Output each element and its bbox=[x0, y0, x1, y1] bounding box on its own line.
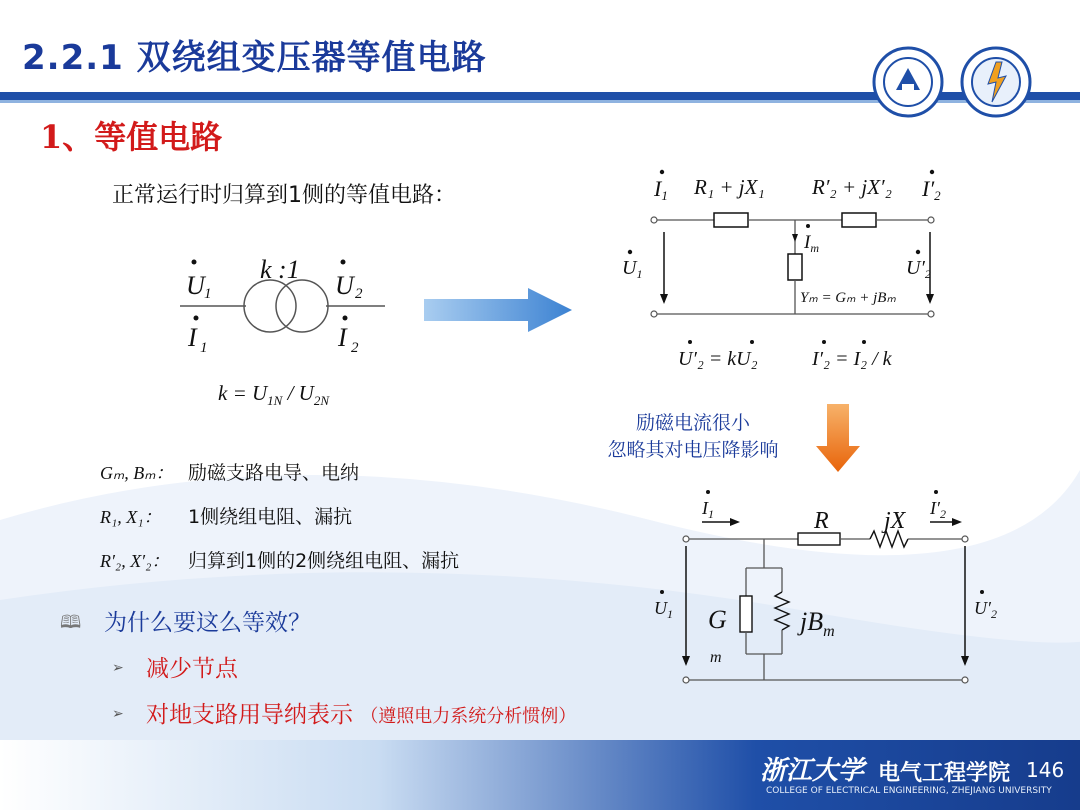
c2-jx-label: jX bbox=[884, 508, 906, 534]
slide-title: 2.2.1 双绕组变压器等值电路 bbox=[22, 38, 487, 78]
c2-g-sub: m bbox=[710, 649, 722, 666]
svg-text:1: 1 bbox=[204, 286, 212, 302]
c2-i1-label: $I_1$ bbox=[702, 498, 714, 521]
c2-r-label: R bbox=[814, 508, 829, 534]
bullet-item: 减少节点 bbox=[146, 656, 238, 682]
c2-u1-label: $U_1$ bbox=[654, 598, 673, 621]
bullet-arrow-icon: ➢ bbox=[112, 660, 124, 676]
c2-jb-label: $jB_m$ bbox=[800, 607, 835, 640]
k-formula: $k = U_{1N} / U_{2N}$ bbox=[218, 381, 330, 408]
c1-eq-u: U′₂ = kU₂ bbox=[678, 348, 758, 370]
c1-i1-label: I1 bbox=[654, 176, 668, 203]
note-line-2: 忽略其对电压降影响 bbox=[607, 439, 779, 461]
legend-symbol: R₁, X₁： bbox=[100, 507, 162, 527]
note-line-1: 励磁电流很小 bbox=[635, 412, 750, 434]
svg-text:1: 1 bbox=[200, 340, 208, 356]
c1-z2-label: R′₂ + jX′₂ bbox=[812, 175, 892, 199]
i2-label: I bbox=[338, 323, 347, 352]
u2-label: U bbox=[335, 271, 354, 300]
page-number: 146 bbox=[1026, 758, 1065, 782]
university-logo bbox=[872, 46, 944, 118]
c2-g-label: G bbox=[708, 605, 727, 634]
equivalent-circuit-full bbox=[612, 162, 952, 380]
footer-brand: 浙江大学 bbox=[760, 756, 865, 786]
legend-symbol: R′₂, X′₂： bbox=[100, 551, 170, 571]
book-icon: 🕮 bbox=[60, 612, 82, 633]
legend-row-r2 bbox=[100, 546, 459, 573]
c1-z1-label: R₁ + jX₁ bbox=[694, 175, 765, 199]
c1-eq-i: I′₂ = I₂ / k bbox=[812, 348, 892, 370]
c2-u2-label: $U'_2$ bbox=[974, 598, 997, 621]
legend-row-gm bbox=[100, 458, 359, 485]
question-text: 为什么要这么等效？ bbox=[104, 610, 311, 636]
bullet-item: 对地支路用导纳表示 （遵照电力系统分析惯例） bbox=[146, 702, 577, 728]
transformer-symbol-diagram bbox=[170, 240, 400, 410]
ratio-label: k :1 bbox=[260, 255, 300, 284]
i1-label: I bbox=[188, 323, 197, 352]
u1-label: U bbox=[186, 271, 205, 300]
footer-subtitle: COLLEGE OF ELECTRICAL ENGINEERING, ZHEJIANG UNIVERSITY bbox=[766, 786, 1052, 796]
simplification-note bbox=[582, 410, 804, 464]
down-arrow-icon bbox=[816, 404, 860, 472]
bullet-arrow-icon: ➢ bbox=[112, 706, 124, 722]
college-logo bbox=[960, 46, 1032, 118]
equivalent-circuit-simplified bbox=[640, 484, 997, 694]
c1-ym-label: Yₘ = Gₘ + jBₘ bbox=[800, 290, 896, 306]
svg-text:2: 2 bbox=[355, 286, 363, 302]
c1-u1-label: $U_1$ bbox=[622, 257, 643, 281]
footer-college: 电气工程学院 bbox=[878, 761, 1011, 786]
c1-im-label: $I_m$ bbox=[804, 232, 819, 255]
legend-text: 归算到1侧的2侧绕组电阻、漏抗 bbox=[188, 550, 460, 572]
c2-i2-label: $I'_2$ bbox=[930, 498, 946, 521]
legend-symbol: Gₘ, Bₘ： bbox=[100, 463, 174, 483]
legend-text: 1侧绕组电阻、漏抗 bbox=[188, 506, 353, 528]
lead-text: 正常运行时归算到1侧的等值电路： bbox=[112, 183, 456, 208]
svg-text:2: 2 bbox=[351, 340, 359, 356]
legend-text: 励磁支路电导、电纳 bbox=[188, 462, 360, 484]
section-heading: 1、等值电路 bbox=[40, 118, 223, 156]
right-arrow-icon bbox=[424, 288, 572, 332]
legend-row-r1 bbox=[100, 502, 352, 529]
c1-i2-label: I′2 bbox=[922, 176, 941, 203]
c1-u2-label: $U'_2$ bbox=[906, 257, 931, 281]
